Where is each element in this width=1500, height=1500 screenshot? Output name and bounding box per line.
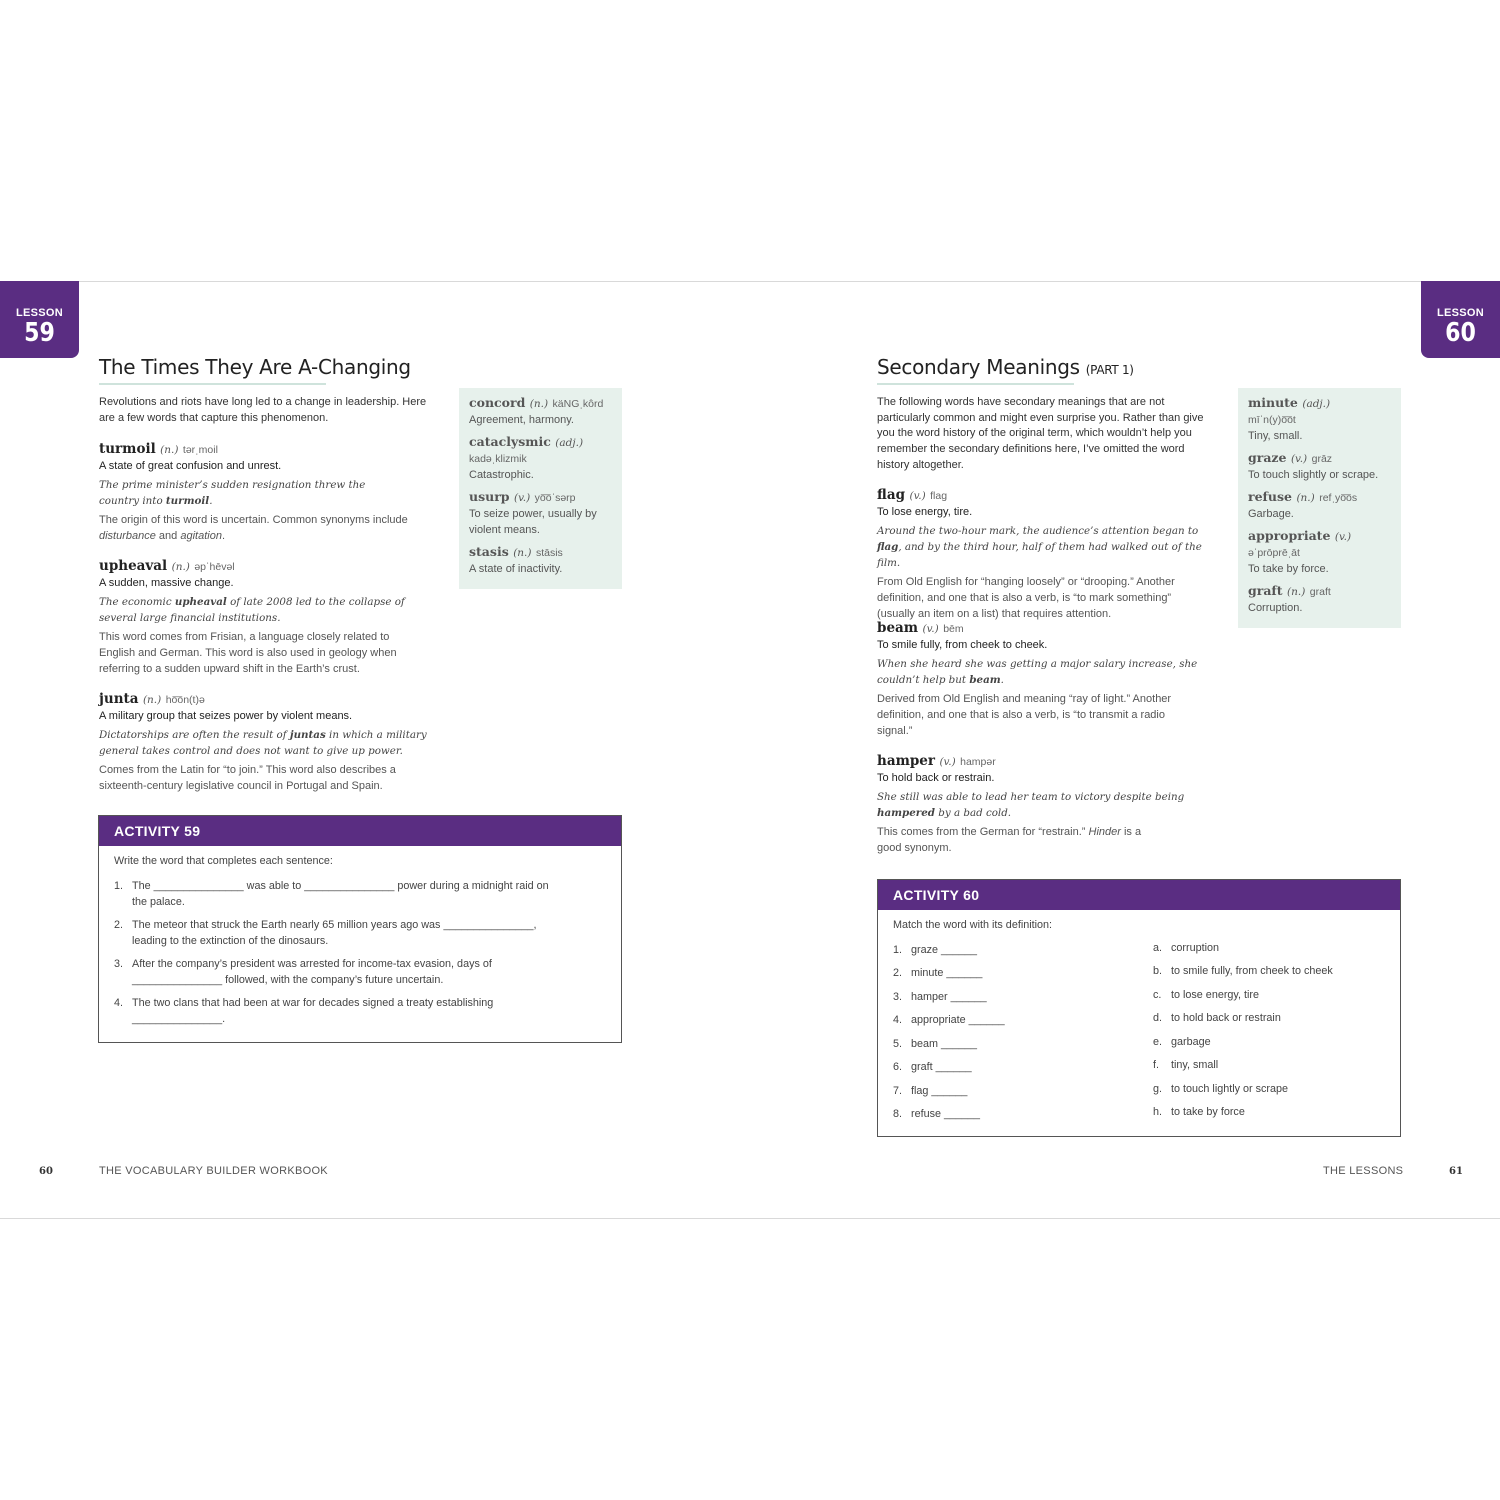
entry-word: upheaval bbox=[99, 558, 168, 574]
page-number-left: 60 bbox=[39, 1166, 53, 1177]
lesson-number: 60 bbox=[1445, 318, 1476, 348]
activity-instruction: Match the word with its definition: bbox=[893, 919, 1053, 931]
entry-pron: əpˈhēvəl bbox=[194, 561, 235, 573]
entry-pron: tərˌmoil bbox=[182, 444, 218, 456]
entry-example: When she heard she was getting a major salary increase, she couldn’t help but beam. bbox=[877, 658, 1198, 686]
activity-item[interactable]: 4. The two clans that had been at war for decades signed a treaty establishing _______________. bbox=[114, 997, 494, 1025]
match-word-item[interactable]: 8. refuse ______ bbox=[893, 1108, 981, 1120]
title-underline bbox=[877, 383, 1074, 385]
page-number-right: 61 bbox=[1449, 1166, 1463, 1177]
match-definition-item: g. to touch lightly or scrape bbox=[1153, 1083, 1289, 1095]
entry-definition: To touch slightly or scrape. bbox=[1248, 469, 1379, 481]
entry-word: cataclysmic bbox=[469, 434, 551, 449]
activity-item[interactable]: 3. After the company’s president was arrested for income-tax evasion, days of _______________ followed, with the company’s future uncertain. bbox=[114, 958, 492, 986]
match-word-item[interactable]: 4. appropriate ______ bbox=[893, 1014, 1005, 1026]
activity-instruction: Write the word that completes each sentence: bbox=[114, 855, 333, 867]
lesson-label: LESSON bbox=[1436, 307, 1485, 319]
entry-word: flag bbox=[877, 487, 906, 503]
match-definition-item: d. to hold back or restrain bbox=[1153, 1012, 1281, 1024]
entry-definition: Corruption. bbox=[1248, 602, 1303, 614]
entry-word: hamper bbox=[877, 753, 935, 769]
lesson-tab-60 bbox=[1421, 281, 1500, 358]
sidebox-entry: minute (adj.) mīˈn(y)o͞ot Tiny, small. bbox=[1248, 394, 1396, 444]
entry-word: junta bbox=[99, 691, 139, 707]
entry-word: stasis bbox=[469, 544, 509, 559]
entry-pos: (n.) bbox=[171, 561, 190, 573]
entry-definition: Tiny, small. bbox=[1248, 430, 1303, 442]
match-word-item[interactable]: 2. minute ______ bbox=[893, 967, 983, 979]
entry-origin: This word comes from Frisian, a language closely related to English and German. This word is also used in geology when referring to a sudden upward shift in the Earth’s crust. bbox=[99, 631, 397, 675]
title-underline bbox=[99, 383, 326, 385]
entry-definition: A sudden, massive change. bbox=[99, 577, 234, 589]
running-head-right: THE LESSONS bbox=[1323, 1165, 1404, 1177]
running-head-left: THE VOCABULARY BUILDER WORKBOOK bbox=[99, 1165, 328, 1177]
lesson-number: 59 bbox=[24, 318, 55, 348]
lesson-tab-59 bbox=[0, 281, 79, 358]
match-definition-item: e. garbage bbox=[1153, 1036, 1211, 1048]
entry-definition: A military group that seizes power by violent means. bbox=[99, 710, 353, 722]
match-word-item[interactable]: 3. hamper ______ bbox=[893, 991, 987, 1003]
entry-upheaval bbox=[99, 557, 439, 677]
entry-origin: Derived from Old English and meaning “ray of light.” Another definition, and one that is also a verb, is “to transmit a radio signal.” bbox=[877, 693, 1172, 737]
lesson-title: Secondary Meanings (PART 1) bbox=[877, 355, 1134, 379]
entry-word: beam bbox=[877, 620, 919, 636]
entry-example: The economic upheaval of late 2008 led to the collapse of several large financial institutions. bbox=[99, 596, 405, 624]
intro-text: The following words have secondary meanings that are not particularly common and might even surprise you. Rather than give you the word history of the original term, which wouldn’t help you remember the secondary definitions here, I’ve omitted the word history altogether. bbox=[877, 396, 1204, 471]
entry-flag: flag (v.) flag To lose energy, tire. Around the two-hour mark, the audience’s attention began to flag, and by the third hour, half of them had walked out of the film. From Old English for “hanging loosely” or “drooping.” Another definition, and one that is also a verb, is “to mark something” (usually an item on a list) that requires attention. bbox=[877, 486, 1222, 622]
entry-word: graze bbox=[1248, 450, 1287, 465]
sidebox-entry: cataclysmic (adj.) kadəˌklizmik Catastrophic. bbox=[469, 433, 617, 483]
entry-definition: To lose energy, tire. bbox=[877, 506, 973, 518]
entry-origin: This comes from the German for “restrain.” Hinder is a good synonym. bbox=[877, 826, 1142, 854]
entry-example: Around the two-hour mark, the audience’s attention began to flag, and by the third hour, half of them had walked out of the film. bbox=[877, 525, 1202, 569]
match-definition-item: f. tiny, small bbox=[1153, 1059, 1219, 1071]
sidebox-entry: concord (n.) käNGˌkôrd Agreement, harmony. bbox=[469, 394, 617, 428]
entry-definition: To hold back or restrain. bbox=[877, 772, 995, 784]
entry-word: turmoil bbox=[99, 441, 156, 457]
activity-59-box bbox=[98, 815, 622, 1043]
sidebox-entry: appropriate (v.) əˈprōprēˌāt To take by force. bbox=[1248, 527, 1396, 577]
entry-example: She still was able to lead her team to victory despite being hampered by a bad cold. bbox=[877, 791, 1185, 819]
activity-item[interactable]: 1. The _______________ was able to _______________ power during a midnight raid on the palace. bbox=[114, 880, 549, 908]
entry-origin: The origin of this word is uncertain. Common synonyms include disturbance and agitation. bbox=[99, 514, 408, 542]
entry-definition: Catastrophic. bbox=[469, 469, 534, 481]
match-word-item[interactable]: 5. beam ______ bbox=[893, 1038, 978, 1050]
entry-definition: A state of inactivity. bbox=[469, 563, 563, 575]
match-word-item[interactable]: 1. graze ______ bbox=[893, 944, 978, 956]
match-definition-item: a. corruption bbox=[1153, 942, 1220, 954]
activity-heading: ACTIVITY 60 bbox=[878, 880, 1400, 910]
entry-example: Dictatorships are often the result of juntas in which a military general takes control and does not want to give up power. bbox=[99, 729, 427, 757]
sidebox-entry: refuse (n.) refˌyo͞os Garbage. bbox=[1248, 488, 1396, 522]
entry-definition: To smile fully, from cheek to cheek. bbox=[877, 639, 1048, 651]
entry-origin: From Old English for “hanging loosely” or “drooping.” Another definition, and one that is also a verb, is “to mark something” (usually an item on a list) that requires attention. bbox=[877, 576, 1175, 620]
match-definition-item: h. to take by force bbox=[1153, 1106, 1245, 1118]
match-word-item[interactable]: 6. graft ______ bbox=[893, 1061, 972, 1073]
entry-hamper: hamper (v.) hampər To hold back or restrain. She still was able to lead her team to victory despite being hampered by a bad cold. This comes from the German for “restrain.” Hinder is a good synonym. bbox=[877, 752, 1222, 856]
intro-text: Revolutions and riots have long led to a change in leadership. Here are a few words that capture this phenomenon. bbox=[99, 396, 427, 424]
sidebox-entry: stasis (n.) stāsis A state of inactivity. bbox=[469, 543, 617, 577]
entry-pron: ho͞on(t)ə bbox=[165, 694, 205, 706]
entry-beam: beam (v.) bēm To smile fully, from cheek to cheek. When she heard she was getting a major salary increase, she couldn’t help but beam. Derived from Old English and meaning “ray of light.” Another definition, and one that is also a verb, is “to transmit a radio signal.” bbox=[877, 619, 1222, 739]
entry-junta bbox=[99, 690, 444, 794]
entry-origin: Comes from the Latin for “to join.” This word also describes a sixteenth-century legislative council in Portugal and Spain. bbox=[99, 764, 396, 792]
word-sidebox bbox=[1238, 388, 1401, 628]
entry-pos: (n.) bbox=[160, 444, 179, 456]
activity-item[interactable]: 2. The meteor that struck the Earth nearly 65 million years ago was _______________, leading to the extinction of the dinosaurs. bbox=[114, 919, 537, 947]
entry-word: concord bbox=[469, 395, 526, 410]
entry-word: graft bbox=[1248, 583, 1283, 598]
match-definition-item: c. to lose energy, tire bbox=[1153, 989, 1260, 1001]
activity-heading: ACTIVITY 59 bbox=[99, 816, 621, 846]
entry-turmoil bbox=[99, 440, 439, 544]
entry-definition: To take by force. bbox=[1248, 563, 1329, 575]
entry-word: appropriate bbox=[1248, 528, 1331, 543]
entry-definition: A state of great confusion and unrest. bbox=[99, 460, 282, 472]
sidebox-entry: graft (n.) graft Corruption. bbox=[1248, 582, 1396, 616]
activity-60-box bbox=[877, 879, 1401, 1137]
lesson-label: LESSON bbox=[15, 307, 64, 319]
sidebox-entry: graze (v.) grāz To touch slightly or scrape. bbox=[1248, 449, 1398, 483]
entry-definition: To seize power, usually by violent means. bbox=[469, 508, 597, 536]
title-part: (PART 1) bbox=[1085, 363, 1134, 377]
sidebox-entry: usurp (v.) yo͞oˈsərp To seize power, usually by violent means. bbox=[469, 488, 617, 538]
entry-word: usurp bbox=[469, 489, 510, 504]
entry-definition: Garbage. bbox=[1248, 508, 1294, 520]
match-word-item[interactable]: 7. flag ______ bbox=[893, 1085, 968, 1097]
entry-example: The prime minister’s sudden resignation threw the country into turmoil. bbox=[99, 479, 366, 507]
entry-pos: (n.) bbox=[142, 694, 162, 706]
match-definition-item: b. to smile fully, from cheek to cheek bbox=[1153, 965, 1333, 977]
lesson-title: The Times They Are A-Changing bbox=[99, 355, 411, 379]
entry-word: refuse bbox=[1248, 489, 1292, 504]
word-sidebox bbox=[459, 388, 622, 589]
entry-word: minute bbox=[1248, 395, 1298, 410]
entry-definition: Agreement, harmony. bbox=[469, 414, 574, 426]
